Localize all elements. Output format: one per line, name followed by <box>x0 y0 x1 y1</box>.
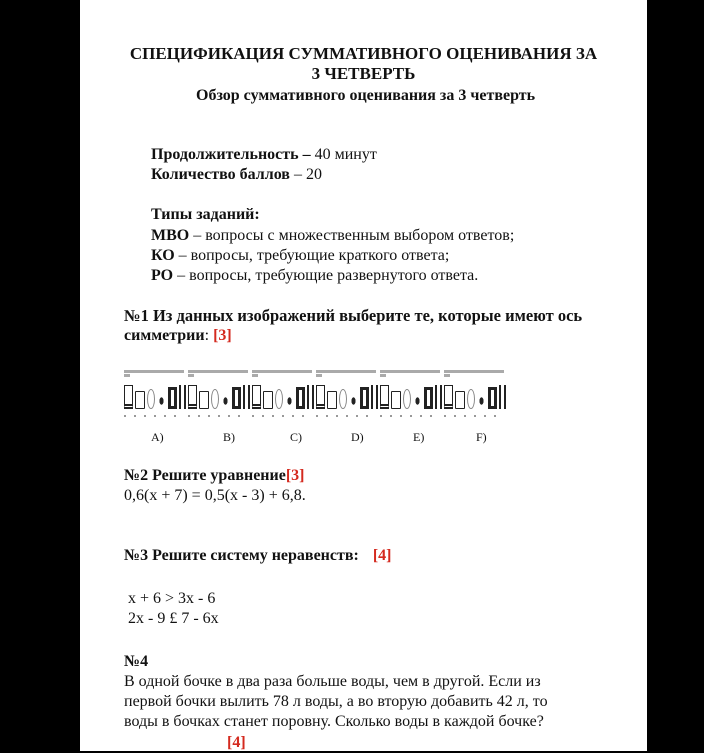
oval-image <box>339 389 347 409</box>
oval-image <box>403 389 411 409</box>
image-group <box>380 368 442 424</box>
task-types-heading: Типы заданий: <box>151 206 260 223</box>
q4-line2: первой бочки вылить 78 л воды, а во вторую добавить 42 л, то <box>124 693 548 710</box>
document-page <box>80 0 647 751</box>
q4-line3: воды в бочках станет поровну. Сколько воды в каждой бочке? <box>124 713 544 730</box>
q4-title: №4 <box>124 653 149 670</box>
desc: – вопросы с множественным выбором ответов; <box>189 227 515 244</box>
abbr: КО <box>151 247 175 264</box>
q3-text: №3 Решите систему неравенств: <box>124 547 359 564</box>
q1-score: [3] <box>213 327 232 344</box>
face-image <box>263 391 273 409</box>
index-marks <box>124 415 182 417</box>
title-line-1: СПЕЦИФИКАЦИЯ СУММАТИВНОГО ОЦЕНИВАНИЯ ЗА <box>129 44 598 63</box>
image-group <box>316 368 378 424</box>
q3-inequality-1: x + 6 > 3x - 6 <box>128 590 216 607</box>
phone-image <box>252 385 261 409</box>
frame-image <box>360 387 369 409</box>
frame-image <box>488 387 497 409</box>
q3-score: [4] <box>372 547 392 564</box>
flower-image <box>157 393 166 409</box>
flower-image <box>285 393 294 409</box>
index-marks <box>316 415 374 417</box>
q3-inequality-2: 2x - 9 £ 7 - 6x <box>128 610 219 627</box>
icon-row <box>380 383 442 409</box>
phone-image <box>124 385 133 409</box>
icon-row <box>444 383 506 409</box>
task-type-ro <box>151 266 478 286</box>
caption-line <box>188 370 248 373</box>
desc: – вопросы, требующие краткого ответа; <box>174 247 450 264</box>
option-e: E) <box>413 430 425 444</box>
frame-image <box>424 387 433 409</box>
flower-image <box>413 393 422 409</box>
duration-value: 40 минут <box>310 146 377 163</box>
duration <box>151 145 377 165</box>
index-marks <box>252 415 310 417</box>
task-type-ko <box>151 246 449 266</box>
phone-image <box>380 385 389 409</box>
option-a: A) <box>151 430 164 444</box>
caption-line <box>316 374 322 377</box>
face-image <box>199 391 209 409</box>
q1-line1: №1 Из данных изображений выберите те, которые имеют ось <box>124 306 583 325</box>
face-image <box>135 391 145 409</box>
caption-line <box>316 370 376 373</box>
q2-equation: 0,6(x + 7) = 0,5(x - 3) + 6,8. <box>124 487 306 504</box>
oval-image <box>211 389 219 409</box>
title-line-2: 3 ЧЕТВЕРТЬ <box>311 64 416 83</box>
frame-image <box>168 387 177 409</box>
q2-text: №2 Решите уравнение <box>124 467 286 484</box>
arrows-image <box>243 385 250 409</box>
phone-image <box>444 385 453 409</box>
caption-line <box>252 370 312 373</box>
icon-row <box>188 383 250 409</box>
colon: : <box>204 327 214 344</box>
oval-image <box>275 389 283 409</box>
image-group <box>252 368 314 424</box>
task-type-mvo <box>151 226 514 246</box>
caption-line <box>380 370 440 373</box>
option-f: F) <box>476 430 487 444</box>
oval-image <box>467 389 475 409</box>
flower-image <box>221 393 230 409</box>
index-marks <box>444 415 502 417</box>
face-image <box>327 391 337 409</box>
q1-text: симметрии <box>124 327 205 344</box>
caption-line <box>252 374 258 377</box>
caption-line <box>188 374 194 377</box>
frame-image <box>296 387 305 409</box>
option-c: C) <box>290 430 302 444</box>
points-label: Количество баллов <box>151 166 290 183</box>
duration-label: Продолжительность – <box>151 146 311 163</box>
phone-image <box>316 385 325 409</box>
index-marks <box>380 415 438 417</box>
arrows-image <box>499 385 506 409</box>
flower-image <box>477 393 486 409</box>
q4-score: [4] <box>227 734 246 751</box>
flower-image <box>349 393 358 409</box>
q4-line1: В одной бочке в два раза больше воды, чем в другой. Если из <box>124 673 541 690</box>
icon-row <box>316 383 378 409</box>
icon-row <box>124 383 186 409</box>
option-b: B) <box>223 430 235 444</box>
caption-line <box>444 370 504 373</box>
caption-line <box>124 370 184 373</box>
caption-line <box>380 374 386 377</box>
index-marks <box>188 415 246 417</box>
subtitle: Обзор суммативного оценивания за 3 четверть <box>196 87 536 104</box>
image-group <box>188 368 250 424</box>
points <box>151 165 322 185</box>
abbr: РО <box>151 267 174 284</box>
icon-row <box>252 383 314 409</box>
phone-image <box>188 385 197 409</box>
q2-title <box>124 466 304 486</box>
arrows-image <box>435 385 442 409</box>
abbr: МВО <box>151 227 190 244</box>
points-value: – 20 <box>289 166 322 183</box>
arrows-image <box>371 385 378 409</box>
option-d: D) <box>351 430 364 444</box>
face-image <box>391 391 401 409</box>
oval-image <box>147 389 155 409</box>
caption-line <box>444 374 450 377</box>
q1-line2 <box>124 326 232 346</box>
q2-score: [3] <box>285 467 305 484</box>
arrows-image <box>179 385 186 409</box>
image-group <box>444 368 506 424</box>
face-image <box>455 391 465 409</box>
image-group <box>124 368 186 424</box>
q3-title <box>124 546 391 566</box>
caption-line <box>124 374 130 377</box>
desc: – вопросы, требующие развернутого ответа. <box>173 267 479 284</box>
arrows-image <box>307 385 314 409</box>
frame-image <box>232 387 241 409</box>
